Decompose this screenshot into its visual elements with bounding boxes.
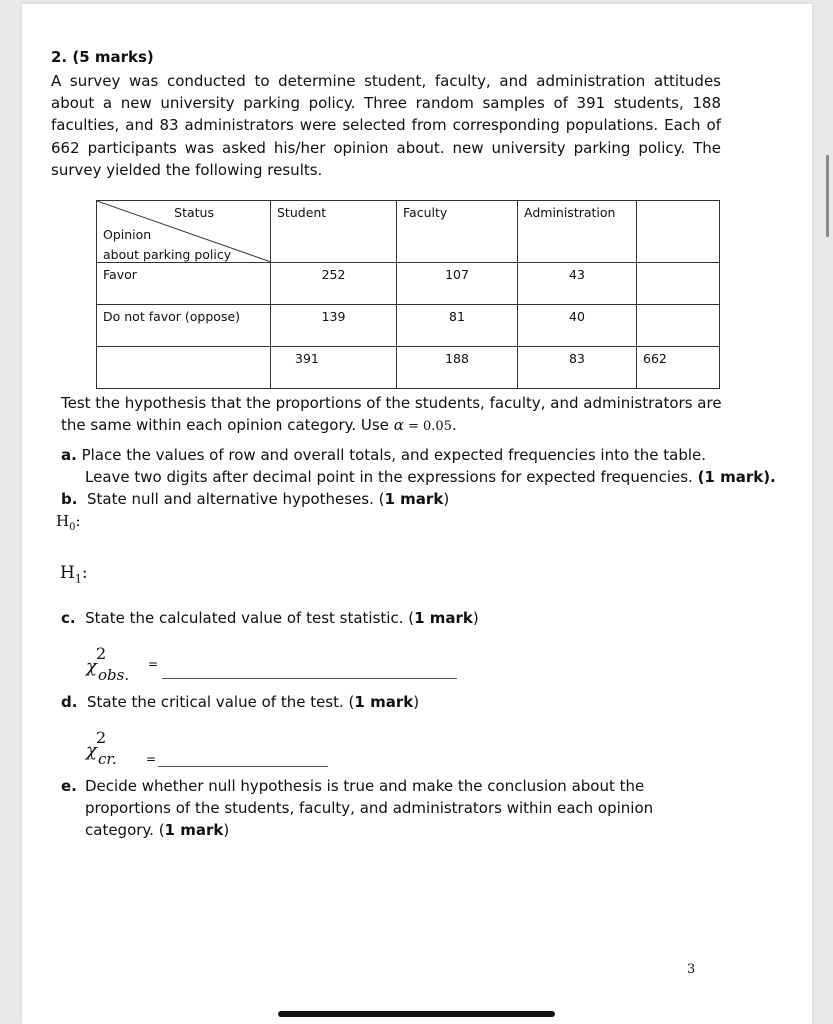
null-hypothesis-label: $H_0$: — [56, 512, 81, 533]
prompt-line-1: Test the hypothesis that the proportions of the students, faculty, and administrators are — [61, 394, 722, 412]
table-cell: 662 — [637, 347, 720, 389]
home-indicator[interactable] — [278, 1011, 555, 1017]
table-cell: 188 — [397, 347, 518, 389]
table-cell: 43 — [518, 263, 637, 305]
part-b: b. State null and alternative hypotheses. (1 mark) — [61, 490, 450, 508]
column-header-student: Student — [271, 201, 397, 263]
column-header-total — [637, 201, 720, 263]
status-label: Status — [174, 205, 214, 220]
chi-square-critical-symbol: χ 2 cr. = — [86, 728, 157, 768]
table-cell: 391 — [271, 347, 397, 389]
page-number: 3 — [687, 962, 696, 977]
opinion-label: Opinion about parking policy — [103, 227, 232, 262]
table-row — [97, 305, 720, 347]
row-label — [97, 347, 271, 389]
table-cell — [637, 263, 720, 305]
table-cell: 81 — [397, 305, 518, 347]
table-cell: 139 — [271, 305, 397, 347]
part-e: e. Decide whether null hypothesis is true and make the conclusion about the proportions of the students, faculty, and administrators within each opinion category. (1 mark) — [61, 777, 654, 839]
critical-answer-line[interactable] — [158, 766, 328, 767]
row-label: Favor — [97, 263, 271, 305]
observed-answer-line[interactable] — [162, 678, 457, 679]
row-label: Do not favor (oppose) — [97, 305, 271, 347]
chi-square-observed-symbol: χ 2 obs. = — [86, 644, 159, 684]
scrollbar[interactable] — [826, 155, 829, 237]
part-a: a. Place the values of row and overall totals, and expected frequencies into the table. — [61, 446, 707, 464]
table-cell: 83 — [518, 347, 637, 389]
prompt-line-2: the same within each opinion category. Use α = 0.05. — [61, 416, 457, 434]
table-row — [97, 347, 720, 389]
diagonal-header-cell — [97, 201, 271, 263]
contingency-table — [96, 200, 720, 389]
question-title: 2. (5 marks) — [51, 48, 154, 66]
table-cell: 252 — [271, 263, 397, 305]
alternative-hypothesis-label: $H_1$: — [60, 563, 88, 586]
table-cell: 107 — [397, 263, 518, 305]
column-header-faculty: Faculty — [397, 201, 518, 263]
table-row — [97, 263, 720, 305]
part-d: d. State the critical value of the test. (1 mark) — [61, 693, 420, 711]
column-header-administration: Administration — [518, 201, 637, 263]
part-a-line-2: Leave two digits after decimal point in the expressions for expected frequencies. (1 mark). — [85, 468, 776, 486]
question-intro: A survey was conducted to determine student, faculty, and administration attitudes about a new university parking policy. Three random samples of 391 students, 188 faculties, and 83 administrators were selected from corresponding populations. Each of 662 participants was asked his/her opinion about. new university parking policy. The survey yielded the following results. — [51, 72, 721, 179]
table-cell: 40 — [518, 305, 637, 347]
part-c: c. State the calculated value of test statistic. (1 mark) — [61, 609, 479, 627]
table-cell — [637, 305, 720, 347]
